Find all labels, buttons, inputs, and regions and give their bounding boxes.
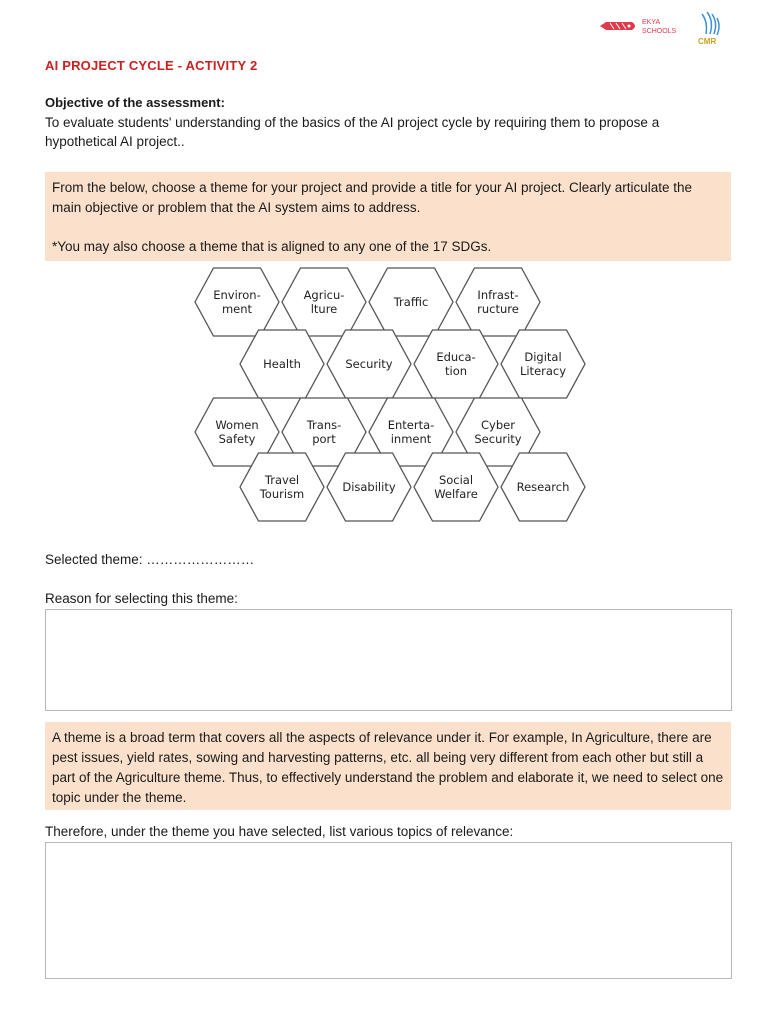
theme-label: Agricu-lture [303,288,345,316]
topics-answer-box[interactable] [45,842,732,979]
theme-label: Infrast-ructure [477,288,519,316]
theme-hexagon[interactable] [195,268,279,336]
instruction-paragraph: From the below, choose a theme for your project and provide a title for your AI project. Clearly articulate the main objective or problem that the AI system aims to address. [52,180,693,215]
theme-hexagon-grid [190,264,590,528]
school-logos [598,10,728,48]
logo-text-1: EKYA [642,19,661,26]
theme-hexagon[interactable] [501,453,585,521]
theme-label: Digital Literacy [519,350,567,378]
theme-label: Environ-ment [213,288,261,316]
theme-label: Research [516,480,570,494]
theme-explanation-text: A theme is a broad term that covers all the aspects of relevance under it. For example, In Agriculture, there are pest issues, yield rates, sowing and harvesting patterns, etc. all being very different from each other but still a part of the Agriculture theme. Thus, to effectively understand the problem and elaborate it, we need to select one topic under the theme. [52,730,724,805]
theme-explanation-box [45,722,731,810]
theme-label: Travel Tourism [259,473,305,501]
theme-hexagon[interactable] [240,330,324,398]
theme-hexagon[interactable] [282,268,366,336]
theme-label: Trans-port [306,418,342,446]
theme-hexagon[interactable] [369,268,453,336]
theme-hexagon[interactable] [327,330,411,398]
ekya-logo-icon [598,10,728,48]
theme-hexagon[interactable] [414,453,498,521]
theme-label: Educa-tion [436,350,476,378]
theme-label: Disability [342,480,396,494]
theme-hexagon[interactable] [414,330,498,398]
selected-theme-field[interactable]: Selected theme: …………………… [45,552,255,567]
sdg-note: *You may also choose a theme that is aligned to any one of the 17 SDGs. [52,239,492,254]
theme-hexagon[interactable] [501,330,585,398]
theme-label: Cyber Security [474,418,522,446]
theme-label: Security [345,357,393,371]
objective-heading: Objective of the assessment: [45,95,225,110]
theme-hexagon[interactable] [456,268,540,336]
page-title: AI PROJECT CYCLE - ACTIVITY 2 [45,58,258,73]
theme-label: Health [263,357,301,371]
cmr-logo-icon [698,12,719,46]
theme-label: Social Welfare [434,473,478,501]
theme-label: Women Safety [215,418,259,446]
theme-label: Traffic [393,295,429,309]
objective-text: To evaluate students' understanding of the basics of the AI project cycle by requiring them to propose a hypothetical AI project.. [45,115,660,149]
theme-label: Enterta-inment [387,418,435,446]
theme-hexagon[interactable] [327,453,411,521]
logo-cmr-text: CMR [698,37,717,46]
theme-hexagon[interactable] [240,453,324,521]
topics-label: Therefore, under the theme you have selected, list various topics of relevance: [45,824,514,839]
instruction-box [45,172,731,261]
reason-label: Reason for selecting this theme: [45,591,238,606]
logo-text-2: SCHOOLS [642,28,677,35]
reason-answer-box[interactable] [45,609,732,711]
